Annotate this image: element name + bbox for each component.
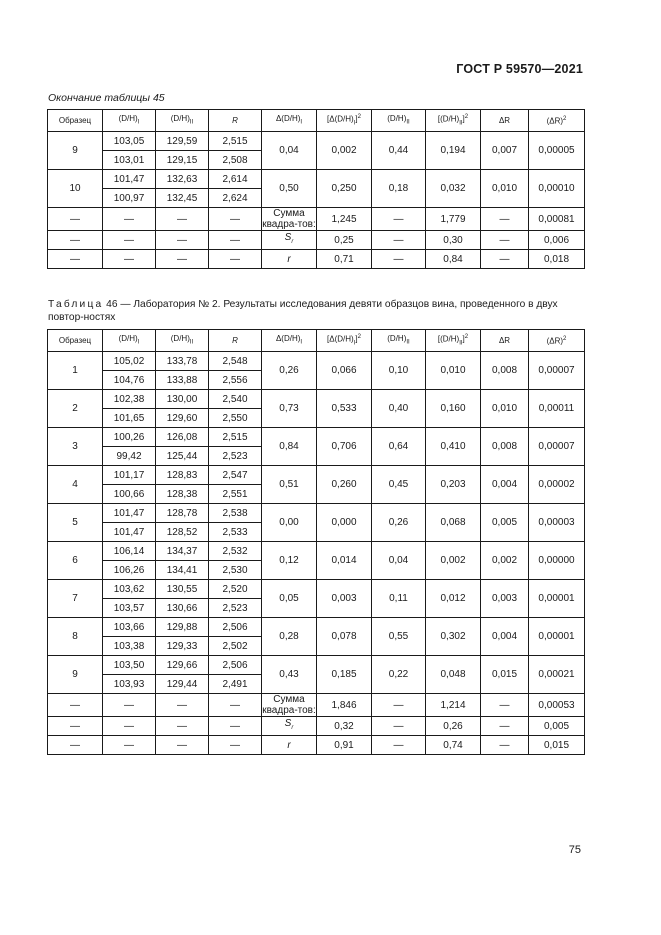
- col-header-text: $\Delta(D/H)_I$: [275, 333, 303, 346]
- dh1-value: 102,38: [103, 390, 156, 409]
- col-header-text: $\Delta(D/H)_I$: [275, 113, 303, 126]
- col-header-text: Образец: [58, 115, 92, 125]
- sr-dr-sq: 0,006: [529, 231, 585, 250]
- dash-cell: —: [481, 208, 529, 231]
- sample-id: 10: [48, 170, 103, 208]
- delta-sq-value: 0,000: [317, 504, 372, 542]
- delta-sq-value: 0,066: [317, 352, 372, 390]
- col-header-dh2: [156, 330, 209, 352]
- dh2-value: 129,33: [156, 637, 209, 656]
- dr-value: 0,010: [481, 170, 529, 208]
- dh1-value: 101,65: [103, 409, 156, 428]
- col-header-text: $(D/H)_{II}$: [170, 333, 194, 346]
- col-header-text: ΔR: [498, 335, 511, 345]
- sum-delta-sq: 1,846: [317, 694, 372, 717]
- table45-caption: Окончание таблицы 45: [48, 92, 165, 104]
- col-header-sample: [48, 330, 103, 352]
- dh2-value: 129,44: [156, 675, 209, 694]
- sr-label: $S_r$: [262, 717, 317, 736]
- sum-delta-sq: 1,245: [317, 208, 372, 231]
- dh1-value: 106,26: [103, 561, 156, 580]
- col-header-dh-ii-sq: [426, 110, 481, 132]
- col-header-text: $(\Delta R)^2$: [546, 116, 567, 126]
- sr-dh-ii-sq: 0,26: [426, 717, 481, 736]
- delta-sq-value: 0,706: [317, 428, 372, 466]
- dh-ii-value: 0,22: [372, 656, 426, 694]
- delta-value: 0,05: [262, 580, 317, 618]
- dh1-value: 103,66: [103, 618, 156, 637]
- r-value: 2,548: [209, 352, 262, 371]
- delta-value: 0,12: [262, 542, 317, 580]
- dash-cell: —: [156, 208, 209, 231]
- dh1-value: 103,38: [103, 637, 156, 656]
- r-label: r: [262, 736, 317, 755]
- dh-ii-value: 0,40: [372, 390, 426, 428]
- sum-of-squares-row: [48, 694, 585, 717]
- col-header-text: $[(D/H)_{II}]^2$: [437, 114, 469, 127]
- dh1-value: 103,93: [103, 675, 156, 694]
- sum-label: Сумма квадра-тов:: [262, 694, 316, 716]
- dash-cell: —: [209, 250, 262, 269]
- dash-cell: —: [209, 231, 262, 250]
- dh2-value: 129,15: [156, 151, 209, 170]
- dh-ii-value: 0,64: [372, 428, 426, 466]
- sr-dr-sq: 0,005: [529, 717, 585, 736]
- r-value: 2,520: [209, 580, 262, 599]
- delta-sq-value: 0,260: [317, 466, 372, 504]
- r-dh-ii-sq: 0,74: [426, 736, 481, 755]
- r-value: 2,530: [209, 561, 262, 580]
- r-value: 2,614: [209, 170, 262, 189]
- dh1-value: 101,17: [103, 466, 156, 485]
- dash-cell: —: [156, 231, 209, 250]
- dash-cell: —: [48, 231, 103, 250]
- dh-ii-sq-value: 0,048: [426, 656, 481, 694]
- sr-row: [48, 717, 585, 736]
- table-45: [47, 109, 585, 269]
- dh1-value: 100,97: [103, 189, 156, 208]
- col-header-delta-sq: [317, 110, 372, 132]
- dr-value: 0,010: [481, 390, 529, 428]
- col-header-dr: [481, 330, 529, 352]
- dash-cell: —: [48, 250, 103, 269]
- r-row: [48, 736, 585, 755]
- delta-value: 0,04: [262, 132, 317, 170]
- r-dh-ii-sq: 0,84: [426, 250, 481, 269]
- table-row: [48, 542, 585, 561]
- dh2-value: 129,66: [156, 656, 209, 675]
- sample-id: 4: [48, 466, 103, 504]
- col-header-text: $(D/H)_I$: [118, 333, 140, 346]
- table46-header-row: [48, 330, 585, 352]
- table46-caption-prefix: Таблица: [48, 299, 104, 310]
- table-row: [48, 170, 585, 189]
- dh2-value: 132,63: [156, 170, 209, 189]
- col-header-text: $(D/H)_I$: [118, 113, 140, 126]
- r-value: 2,491: [209, 675, 262, 694]
- col-header-text: $(\Delta R)^2$: [546, 336, 567, 346]
- col-header-text: R: [232, 115, 238, 125]
- dash-cell: —: [209, 736, 262, 755]
- dash-cell: —: [48, 717, 103, 736]
- dr-sq-value: 0,00001: [529, 618, 585, 656]
- table-row: [48, 132, 585, 151]
- dh-ii-value: 0,04: [372, 542, 426, 580]
- sum-of-squares-row: [48, 208, 585, 231]
- r-value: 2,533: [209, 523, 262, 542]
- sum-dr-sq: 0,00081: [529, 208, 585, 231]
- page-number: 75: [568, 844, 581, 856]
- dr-sq-value: 0,00000: [529, 542, 585, 580]
- dh1-value: 103,05: [103, 132, 156, 151]
- table-row: [48, 428, 585, 447]
- dash-cell: —: [156, 717, 209, 736]
- dh2-value: 133,78: [156, 352, 209, 371]
- table-row: [48, 352, 585, 371]
- dh-ii-value: 0,11: [372, 580, 426, 618]
- dh2-value: 130,55: [156, 580, 209, 599]
- sample-id: 3: [48, 428, 103, 466]
- r-value: 2,532: [209, 542, 262, 561]
- dash-cell: —: [372, 250, 426, 269]
- delta-sq-value: 0,250: [317, 170, 372, 208]
- dh-ii-value: 0,18: [372, 170, 426, 208]
- dh-ii-value: 0,26: [372, 504, 426, 542]
- delta-sq-value: 0,014: [317, 542, 372, 580]
- dh1-value: 100,66: [103, 485, 156, 504]
- col-header-r: [209, 330, 262, 352]
- dh-ii-sq-value: 0,160: [426, 390, 481, 428]
- col-header-text: $[(D/H)_{II}]^2$: [437, 334, 469, 347]
- dr-sq-value: 0,00007: [529, 352, 585, 390]
- dr-value: 0,008: [481, 352, 529, 390]
- dash-cell: —: [209, 208, 262, 231]
- dash-cell: —: [209, 717, 262, 736]
- table-row: [48, 656, 585, 675]
- dr-value: 0,003: [481, 580, 529, 618]
- r-value: 2,551: [209, 485, 262, 504]
- dash-cell: —: [103, 717, 156, 736]
- r-value: 2,550: [209, 409, 262, 428]
- dh1-value: 104,76: [103, 371, 156, 390]
- dh2-value: 129,88: [156, 618, 209, 637]
- dh2-value: 129,60: [156, 409, 209, 428]
- dh2-value: 133,88: [156, 371, 209, 390]
- r-value: 2,508: [209, 151, 262, 170]
- col-header-text: Образец: [58, 335, 92, 345]
- r-value: 2,506: [209, 618, 262, 637]
- delta-value: 0,43: [262, 656, 317, 694]
- dash-cell: —: [48, 208, 103, 231]
- dh-ii-sq-value: 0,068: [426, 504, 481, 542]
- dh-ii-sq-value: 0,002: [426, 542, 481, 580]
- delta-value: 0,51: [262, 466, 317, 504]
- dh2-value: 128,78: [156, 504, 209, 523]
- dh1-value: 100,26: [103, 428, 156, 447]
- delta-value: 0,50: [262, 170, 317, 208]
- delta-sq-value: 0,002: [317, 132, 372, 170]
- dh2-value: 130,66: [156, 599, 209, 618]
- table-row: [48, 390, 585, 409]
- dash-cell: —: [481, 231, 529, 250]
- table-row: [48, 580, 585, 599]
- table-row: [48, 504, 585, 523]
- dh2-value: 128,83: [156, 466, 209, 485]
- dr-sq-value: 0,00007: [529, 428, 585, 466]
- col-header-dh-ii-sq: [426, 330, 481, 352]
- table45-header-row: [48, 110, 585, 132]
- dr-value: 0,004: [481, 466, 529, 504]
- col-header-text: $(D/H)_{II}$: [387, 333, 410, 346]
- sample-id: 7: [48, 580, 103, 618]
- dh-ii-value: 0,10: [372, 352, 426, 390]
- col-header-dr-sq: [529, 330, 585, 352]
- r-value: 2,624: [209, 189, 262, 208]
- sum-dr-sq: 0,00053: [529, 694, 585, 717]
- delta-sq-value: 0,003: [317, 580, 372, 618]
- r-value: 2,502: [209, 637, 262, 656]
- table-row: [48, 618, 585, 637]
- sr-dh-ii-sq: 0,30: [426, 231, 481, 250]
- r-value: 2,538: [209, 504, 262, 523]
- dh-ii-sq-value: 0,012: [426, 580, 481, 618]
- dr-sq-value: 0,00021: [529, 656, 585, 694]
- r-value: 2,506: [209, 656, 262, 675]
- col-header-text: $(D/H)_{II}$: [170, 113, 194, 126]
- col-header-dh1: [103, 330, 156, 352]
- dh1-value: 106,14: [103, 542, 156, 561]
- r-row: [48, 250, 585, 269]
- col-header-delta: [262, 110, 317, 132]
- dash-cell: —: [156, 736, 209, 755]
- delta-value: 0,84: [262, 428, 317, 466]
- dr-value: 0,007: [481, 132, 529, 170]
- r-value: 2,540: [209, 390, 262, 409]
- col-header-text: $[\Delta(D/H)_I]^2$: [327, 114, 361, 127]
- dash-cell: —: [156, 250, 209, 269]
- delta-sq-value: 0,185: [317, 656, 372, 694]
- r-dr-sq: 0,018: [529, 250, 585, 269]
- dh1-value: 103,50: [103, 656, 156, 675]
- standard-code: ГОСТ Р 59570—2021: [456, 62, 583, 76]
- dh1-value: 103,62: [103, 580, 156, 599]
- dh1-value: 103,57: [103, 599, 156, 618]
- col-header-r: [209, 110, 262, 132]
- table-46: [47, 329, 585, 755]
- dash-cell: —: [48, 736, 103, 755]
- dr-sq-value: 0,00001: [529, 580, 585, 618]
- sr-delta-sq: 0,32: [317, 717, 372, 736]
- dh-ii-sq-value: 0,410: [426, 428, 481, 466]
- dash-cell: —: [481, 736, 529, 755]
- table46-caption: [48, 299, 588, 324]
- dash-cell: —: [481, 694, 529, 717]
- r-value: 2,523: [209, 599, 262, 618]
- dh2-value: 134,37: [156, 542, 209, 561]
- dh-ii-sq-value: 0,010: [426, 352, 481, 390]
- dr-value: 0,005: [481, 504, 529, 542]
- dash-cell: —: [48, 694, 103, 717]
- r-value: 2,547: [209, 466, 262, 485]
- dh1-value: 101,47: [103, 504, 156, 523]
- delta-value: 0,26: [262, 352, 317, 390]
- dh1-value: 101,47: [103, 523, 156, 542]
- dash-cell: —: [372, 717, 426, 736]
- delta-value: 0,28: [262, 618, 317, 656]
- dash-cell: —: [372, 231, 426, 250]
- dash-cell: —: [209, 694, 262, 717]
- dash-cell: —: [103, 231, 156, 250]
- dh2-value: 129,59: [156, 132, 209, 151]
- dh2-value: 128,38: [156, 485, 209, 504]
- dh1-value: 103,01: [103, 151, 156, 170]
- dh1-value: 99,42: [103, 447, 156, 466]
- r-delta-sq: 0,71: [317, 250, 372, 269]
- dh1-value: 105,02: [103, 352, 156, 371]
- r-value: 2,523: [209, 447, 262, 466]
- dr-value: 0,008: [481, 428, 529, 466]
- col-header-dh-ii: [372, 330, 426, 352]
- delta-value: 0,73: [262, 390, 317, 428]
- col-header-text: ΔR: [498, 115, 511, 125]
- r-label: r: [262, 250, 317, 269]
- dh2-value: 125,44: [156, 447, 209, 466]
- col-header-text: R: [232, 335, 238, 345]
- col-header-delta-sq: [317, 330, 372, 352]
- dh-ii-value: 0,44: [372, 132, 426, 170]
- dash-cell: —: [372, 208, 426, 231]
- dh2-value: 130,00: [156, 390, 209, 409]
- dh1-value: 101,47: [103, 170, 156, 189]
- dash-cell: —: [103, 736, 156, 755]
- dash-cell: —: [156, 694, 209, 717]
- dh-ii-sq-value: 0,194: [426, 132, 481, 170]
- sample-id: 2: [48, 390, 103, 428]
- sr-row: [48, 231, 585, 250]
- dr-sq-value: 0,00005: [529, 132, 585, 170]
- dr-sq-value: 0,00011: [529, 390, 585, 428]
- table46-body: [48, 352, 585, 755]
- r-value: 2,556: [209, 371, 262, 390]
- sample-id: 6: [48, 542, 103, 580]
- r-value: 2,515: [209, 428, 262, 447]
- col-header-dr-sq: [529, 110, 585, 132]
- col-header-dr: [481, 110, 529, 132]
- sample-id: 8: [48, 618, 103, 656]
- sum-dh-ii-sq: 1,214: [426, 694, 481, 717]
- sr-delta-sq: 0,25: [317, 231, 372, 250]
- dr-value: 0,002: [481, 542, 529, 580]
- col-header-dh2: [156, 110, 209, 132]
- sample-id: 1: [48, 352, 103, 390]
- r-delta-sq: 0,91: [317, 736, 372, 755]
- dash-cell: —: [103, 694, 156, 717]
- col-header-sample: [48, 110, 103, 132]
- r-value: 2,515: [209, 132, 262, 151]
- dh2-value: 126,08: [156, 428, 209, 447]
- dr-sq-value: 0,00010: [529, 170, 585, 208]
- table-row: [48, 466, 585, 485]
- r-dr-sq: 0,015: [529, 736, 585, 755]
- dash-cell: —: [103, 208, 156, 231]
- dh-ii-value: 0,45: [372, 466, 426, 504]
- dr-value: 0,004: [481, 618, 529, 656]
- delta-value: 0,00: [262, 504, 317, 542]
- dash-cell: —: [481, 717, 529, 736]
- dr-value: 0,015: [481, 656, 529, 694]
- sample-id: 9: [48, 656, 103, 694]
- col-header-dh1: [103, 110, 156, 132]
- dh-ii-value: 0,55: [372, 618, 426, 656]
- sum-dh-ii-sq: 1,779: [426, 208, 481, 231]
- dh2-value: 134,41: [156, 561, 209, 580]
- dh-ii-sq-value: 0,302: [426, 618, 481, 656]
- delta-sq-value: 0,533: [317, 390, 372, 428]
- col-header-text: $[\Delta(D/H)_I]^2$: [327, 334, 361, 347]
- sample-id: 9: [48, 132, 103, 170]
- col-header-dh-ii: [372, 110, 426, 132]
- dh2-value: 132,45: [156, 189, 209, 208]
- dh2-value: 128,52: [156, 523, 209, 542]
- dr-sq-value: 0,00002: [529, 466, 585, 504]
- dr-sq-value: 0,00003: [529, 504, 585, 542]
- dh-ii-sq-value: 0,032: [426, 170, 481, 208]
- sample-id: 5: [48, 504, 103, 542]
- dash-cell: —: [372, 694, 426, 717]
- table46-caption-text: 46 — Лаборатория № 2. Результаты исследования девяти образцов вина, проведенного в двух повтор-ностях: [48, 299, 558, 323]
- col-header-delta: [262, 330, 317, 352]
- col-header-text: $(D/H)_{II}$: [387, 113, 410, 126]
- dash-cell: —: [481, 250, 529, 269]
- sum-label: Сумма квадра-тов:: [262, 208, 316, 230]
- dash-cell: —: [103, 250, 156, 269]
- dash-cell: —: [372, 736, 426, 755]
- dh-ii-sq-value: 0,203: [426, 466, 481, 504]
- sr-label: $S_r$: [262, 231, 317, 250]
- delta-sq-value: 0,078: [317, 618, 372, 656]
